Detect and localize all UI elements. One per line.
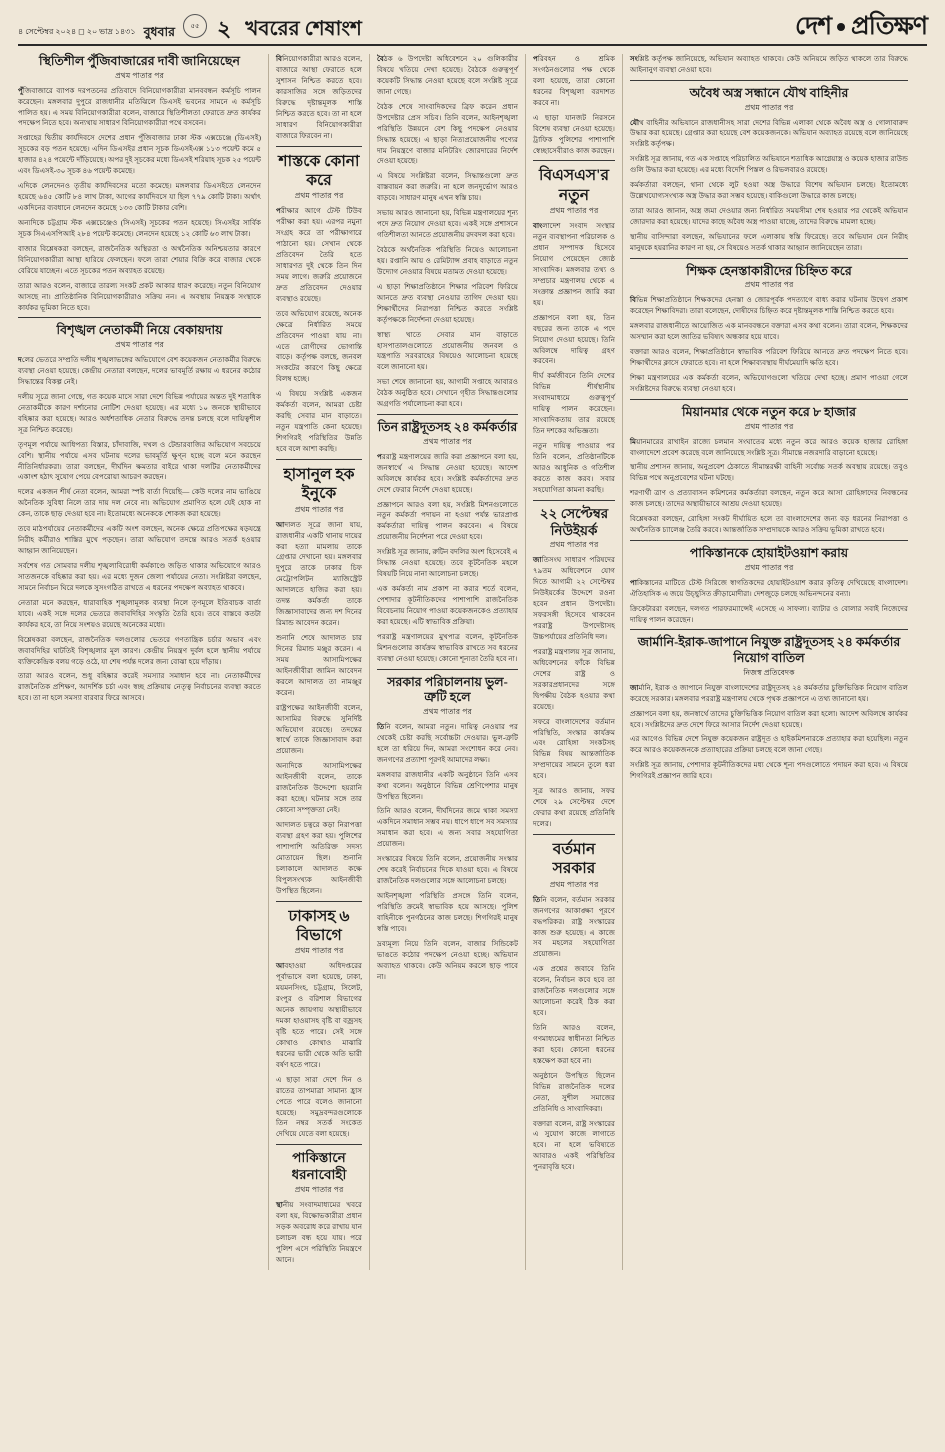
article-paragraph: এ ছাড়া শিক্ষাপ্রতিষ্ঠানে শিক্ষার পরিবেশ ফিরিয়ে আনতে দ্রুত ব্যবস্থা নেওয়ার তাগিদ দেওয়া হয়। শিক্ষার্থীদের নিরাপত্তা নিশ্চিত করতে সংশ্লিষ্ট কর্তৃপক্ষকে নির্দেশনা দেওয়া হয়েছে।	[377, 282, 518, 324]
article-paragraph: সভা শেষে জানানো হয়, আগামী সপ্তাহে আবারও বৈঠক অনুষ্ঠিত হবে। সেখানে গৃহীত সিদ্ধান্তগুলোর অগ্রগতি পর্যালোচনা করা হবে।	[377, 378, 518, 409]
article-paragraph: মিয়ানমারের রাখাইন রাজ্যে চলমান সংঘাতের মধ্যে নতুন করে আরও কয়েক হাজার রোহিঙ্গা বাংলাদেশে প্রবেশ করেছে বলে জানিয়েছে সংশ্লিষ্ট সূত্র। সীমান্তে নজরদারি বাড়ানো হয়েছে।	[630, 437, 908, 457]
article-paragraph: স্থানীয় প্রশাসন জানায়, অনুপ্রবেশ ঠেকাতে সীমান্তরক্ষী বাহিনী সর্বোচ্চ সতর্ক অবস্থায় রয়েছে। তবুও বিভিন্ন পথে অনুপ্রবেশের ঘটনা ঘটছে।	[630, 463, 908, 483]
article-divider	[377, 414, 518, 415]
article-paragraph: পরীক্ষার আগে টেস্ট টিউব পরীক্ষা করা হয়। এরপর নমুনা সংগ্রহ করে তা পরীক্ষাগারে পাঠানো হয়। সেখান থেকে প্রতিবেদন তৈরি হতে সাধারণত দুই থেকে তিন দিন সময় লাগে। জরুরি প্রয়োজনে দ্রুত প্রতিবেদন দেওয়ার ব্যবস্থাও রয়েছে।	[276, 207, 362, 303]
article-paragraph: পরিবহন ও শ্রমিক সংগঠনগুলোর পক্ষ থেকে বলা হয়েছে, তারা কোনো ধরনের বিশৃঙ্খলা বরদাশত করবে না।	[533, 55, 615, 107]
article-headline[interactable]: তিন রাষ্ট্রদূতসহ ২৪ কর্মকর্তার	[377, 420, 518, 435]
article-paragraph: সভায় আরও জানানো হয়, বিভিন্ন মন্ত্রণালয়ের শূন্য পদে দ্রুত নিয়োগ দেওয়া হবে। একই সঙ্গে প্রশাসনে গতিশীলতা আনতে প্রয়োজনীয় রদবদল করা হবে।	[377, 209, 518, 240]
article-paragraph: সূত্র আরও জানায়, সফর শেষে ২৯ সেপ্টেম্বর দেশে ফেরার কথা রয়েছে প্রতিনিধি দলের।	[533, 787, 615, 828]
article-paragraph: বিভিন্ন শিক্ষাপ্রতিষ্ঠানে শিক্ষকদের হেনস্তা ও জোরপূর্বক পদত্যাগে বাধ্য করার ঘটনায় উদ্বেগ প্রকাশ করেছেন শিক্ষাবিদরা। তারা বলেছেন, দোষীদের চিহ্নিত করে দৃষ্টান্তমূলক শাস্তি নিশ্চিত করতে হবে।	[630, 296, 908, 316]
article-paragraph: সংশ্লিষ্ট সূত্র জানায়, রুটিন বদলির অংশ হিসেবেই এ সিদ্ধান্ত নেওয়া হয়েছে। তবে কূটনৈতিক মহলে বিষয়টি নিয়ে নানা আলোচনা চলছে।	[377, 548, 518, 579]
article-paragraph: তবে অভিযোগ রয়েছে, অনেক ক্ষেত্রে নির্ধারিত সময়ে প্রতিবেদন পাওয়া যায় না। এতে রোগীদের ভোগান্তি বাড়ে। কর্তৃপক্ষ বলছে, জনবল সংকটের কারণে কিছু ক্ষেত্রে বিলম্ব হচ্ছে।	[276, 309, 362, 384]
article	[18, 54, 261, 313]
article-byline: প্রথম পাতার পর	[549, 206, 599, 216]
article-paragraph: সংশ্লিষ্ট সূত্র জানায়, পেশাদার কূটনীতিকদের মধ্য থেকে শূন্য পদগুলোতে পদায়ন করা হবে। এ বিষয়ে শিগগিরই প্রজ্ঞাপন জারি হবে।	[630, 761, 908, 781]
article-paragraph: বক্তারা আরও বলেন, শিক্ষাপ্রতিষ্ঠানে স্বাভাবিক পরিবেশ ফিরিয়ে আনতে দ্রুত পদক্ষেপ নিতে হবে। শিক্ষার্থীদের ক্লাসে ফেরাতে হবে। না হলে শিক্ষাব্যবস্থায় দীর্ঘমেয়াদি ক্ষতি হবে।	[630, 348, 908, 368]
article	[630, 399, 908, 536]
article-divider	[630, 80, 908, 81]
article-byline: প্রথম পাতার পর	[549, 879, 599, 889]
article-byline: প্রথম পাতার পর	[294, 504, 344, 514]
article-paragraph: সর্বশেষ গত সোমবার দলীয় শৃঙ্খলাবিরোধী কর্মকাণ্ডে জড়িত থাকার অভিযোগে আরও সাতজনকে বহিষ্কার করা হয়। এর মধ্যে দুজন জেলা পর্যায়ের নেতা। সংশ্লিষ্টরা বলছেন, সামনে নির্বাচন ঘিরে দলকে সুসংগঠিত রাখতে এ ধরনের পদক্ষেপ অব্যাহত থাকবে।	[18, 562, 261, 592]
article-paragraph: দ্রব্যমূল্য নিয়ে তিনি বলেন, বাজার সিন্ডিকেট ভাঙতে কঠোর পদক্ষেপ নেওয়া হচ্ছে। অভিযান অব্যাহত থাকবে। কেউ অনিয়ম করলে ছাড় পাবে না।	[377, 939, 518, 981]
article	[377, 414, 518, 665]
article-paragraph: শরণার্থী ত্রাণ ও প্রত্যাবাসন কমিশনের কর্মকর্তারা বলছেন, নতুন করে আসা রোহিঙ্গাদের নিবন্ধনের কাজ চলছে। তাদের অস্থায়ীভাবে আশ্রয় দেওয়া হয়েছে।	[630, 489, 908, 509]
article-paragraph: বিশ্লেষকরা বলছেন, রোহিঙ্গা সংকট দীর্ঘায়িত হলে তা বাংলাদেশের জন্য বড় ধরনের নিরাপত্তা ও অর্থনৈতিক চ্যালেঞ্জ তৈরি করবে। আন্তর্জাতিক সম্প্রদায়কে আরও সক্রিয় ভূমিকা রাখতে হবে।	[630, 515, 908, 535]
article-headline[interactable]: অবৈধ অস্ত্র সন্ধানে যৌথ বাহিনীর	[689, 85, 849, 100]
article-paragraph: এর আগেও বিভিন্ন দেশে নিযুক্ত কয়েকজন রাষ্ট্রদূত ও হাইকমিশনারকে প্রত্যাহার করা হয়েছিল। নতুন করে আরও কয়েকজনকে প্রত্যাহারের প্রক্রিয়া চলছে বলে জানা গেছে।	[630, 735, 908, 755]
article-paragraph: প্রজ্ঞাপনে বলা হয়, জনস্বার্থে তাদের চুক্তিভিত্তিক নিয়োগ বাতিল করা হলো। আদেশ অবিলম্বে কার্যকর হবে। সংশ্লিষ্টদের দ্রুত দেশে ফিরে আসার নির্দেশ দেওয়া হয়েছে।	[630, 709, 908, 729]
article-divider	[18, 317, 261, 318]
article-paragraph: বিনিয়োগকারীরা আরও বলেন, বাজারে আস্থা ফেরাতে হলে সুশাসন নিশ্চিত করতে হবে। কারসাজির সঙ্গে জড়িতদের বিরুদ্ধে দৃষ্টান্তমূলক শাস্তি নিশ্চিত করতে হবে। তা না হলে সাধারণ বিনিয়োগকারীরা বাজারে ফিরবেন না।	[276, 55, 362, 140]
article-paragraph: প্রজ্ঞাপনে আরও বলা হয়, সংশ্লিষ্ট মিশনগুলোতে নতুন কর্মকর্তা পদায়ন না হওয়া পর্যন্ত ভারপ্রাপ্ত কর্মকর্তারা দায়িত্ব পালন করবেন। এ বিষয়ে প্রয়োজনীয় নির্দেশনা পরে দেওয়া হবে।	[377, 500, 518, 542]
article	[630, 54, 908, 76]
article-divider	[630, 629, 908, 630]
article	[18, 317, 261, 704]
article	[276, 901, 362, 1141]
article-paragraph: এক কর্মকর্তা নাম প্রকাশ না করার শর্তে বলেন, পেশাদার কূটনীতিকদের পাশাপাশি রাজনৈতিক বিবেচনায় নিয়োগ পাওয়া কয়েকজনকেও প্রত্যাহার করা হয়েছে। এটি স্বাভাবিক প্রক্রিয়া।	[377, 585, 518, 626]
article-divider	[630, 540, 908, 541]
article	[276, 1144, 362, 1265]
article-paragraph: জাতিসংঘ সাধারণ পরিষদের ৭৯তম অধিবেশনে যোগ দিতে আগামী ২২ সেপ্টেম্বর নিউইয়র্কের উদ্দেশে রওনা হবেন প্রধান উপদেষ্টা। সফরসঙ্গী হিসেবে থাকবেন পররাষ্ট্র উপদেষ্টাসহ উচ্চপর্যায়ের প্রতিনিধি দল।	[533, 556, 615, 641]
article-paragraph: আইনশৃঙ্খলা পরিস্থিতি প্রসঙ্গে তিনি বলেন, পরিস্থিতি ক্রমেই স্বাভাবিক হয়ে আসছে। পুলিশ বাহিনীকে পুনর্গঠনের কাজ চলছে। শিগগিরই মানুষ স্বস্তি পাবে।	[377, 892, 518, 933]
article-paragraph: আদালত সূত্রে জানা যায়, রাজধানীর একটি থানায় দায়ের করা হত্যা মামলায় তাকে গ্রেপ্তার দেখানো হয়। মঙ্গলবার দুপুরে তাকে ঢাকার চিফ মেট্রোপলিটন ম্যাজিস্ট্রেট আদালতে হাজির করা হয়। তদন্ত কর্মকর্তা তাকে জিজ্ঞাসাবাদের জন্য দশ দিনের রিমান্ড আবেদন করেন।	[276, 520, 362, 628]
article-paragraph: বাংলাদেশ সংবাদ সংস্থার নতুন ব্যবস্থাপনা পরিচালক ও প্রধান সম্পাদক হিসেবে নিয়োগ পেয়েছেন জ্যেষ্ঠ সাংবাদিক। মঙ্গলবার তথ্য ও সম্প্রচার মন্ত্রণালয় থেকে এ সংক্রান্ত প্রজ্ঞাপন জারি করা হয়।	[533, 222, 615, 307]
article-paragraph: এক প্রশ্নের জবাবে তিনি বলেন, নির্বাচন কবে হবে তা রাজনৈতিক দলগুলোর সঙ্গে আলোচনা করেই ঠিক করা হবে।	[533, 965, 615, 1018]
article-byline: প্রথম পাতার পর	[423, 706, 472, 716]
article-paragraph: সপ্তাহের দ্বিতীয় কার্যদিবসে দেশের প্রধান পুঁজিবাজার ঢাকা স্টক এক্সচেঞ্জে (ডিএসই) সূচকের বড় পতন হয়েছে। এদিন ডিএসইর প্রধান সূচক ডিএসইএক্স ১১৩ পয়েন্ট কমে ৫ হাজার ৪২৪ পয়েন্টে দাঁড়িয়েছে। অপর দুই সূচকের মধ্যে ডিএসই শরিয়াহ সূচক ২৫ পয়েন্ট এবং ডিএসই-৩০ সূচক ৪৬ পয়েন্ট কমেছে।	[18, 134, 261, 176]
article-divider	[276, 1144, 362, 1145]
page-number: ২	[216, 16, 232, 41]
article-divider	[630, 258, 908, 259]
article-paragraph: পাকিস্তানের মাটিতে টেস্ট সিরিজে স্বাগতিকদের হোয়াইটওয়াশ করার কৃতিত্ব দেখিয়েছে বাংলাদেশ। ঐতিহাসিক এ জয়ে উচ্ছ্বসিত ক্রীড়ামোদীরা। দেশজুড়ে চলছে অভিনন্দনের বন্যা।	[630, 578, 908, 598]
article-paragraph: দলের একজন শীর্ষ নেতা বলেন, আমরা স্পষ্ট বার্তা দিয়েছি— কেউ দলের নাম ভাঙিয়ে অনৈতিক সুবিধা নিলে তার দায় দল নেবে না। অভিযোগ প্রমাণিত হলে যেই হোক না কেন, তাকে ছাড় দেওয়া হবে না। ইতোমধ্যে অনেককে শোকজ করা হয়েছে।	[18, 488, 261, 519]
article-paragraph: স্থানীয় বাসিন্দারা বলছেন, অভিযানের ফলে এলাকায় স্বস্তি ফিরেছে। তবে অভিযান যেন নিরীহ মানুষকে হয়রানির কারণ না হয়, সে বিষয়েও সতর্ক থাকার আহ্বান জানিয়েছেন তারা।	[630, 232, 908, 252]
article-divider	[276, 459, 362, 460]
article-paragraph: যৌথ বাহিনীর অভিযানে রাজধানীসহ সারা দেশের বিভিন্ন এলাকা থেকে অবৈধ অস্ত্র ও গোলাবারুদ উদ্ধার করা হয়েছে। গ্রেপ্তার করা হয়েছে বেশ কয়েকজনকে। অভিযান অব্যাহত রয়েছে বলে জানিয়েছে সংশ্লিষ্ট কর্তৃপক্ষ।	[630, 118, 908, 149]
article-paragraph: সংস্কারের বিষয়ে তিনি বলেন, প্রয়োজনীয় সংস্কার শেষ করেই নির্বাচনের দিকে যাওয়া হবে। এ বিষয়ে রাজনৈতিক দলগুলোর সঙ্গে আলোচনা চলছে।	[377, 855, 518, 886]
col-2	[269, 54, 369, 1270]
article	[533, 834, 615, 1173]
article-headline[interactable]: বিএসএস'র নতুন	[539, 167, 609, 204]
article-headline[interactable]: স্থিতিশীল পুঁজিবাজারের দাবী জানিয়েছেন	[39, 54, 240, 68]
article-paragraph: তারা আরও বলেন, শুধু বহিষ্কার করেই সমস্যার সমাধান হবে না। নেতাকর্মীদের রাজনৈতিক প্রশিক্ষণ, আদর্শিক চর্চা এবং স্বচ্ছ প্রক্রিয়ায় নেতৃত্ব নির্বাচনের ব্যবস্থা করতে হবে। তা না হলে সমস্যা বারবার ফিরে আসবে।	[18, 672, 261, 703]
article	[276, 146, 362, 455]
col-3	[370, 54, 525, 1270]
article-divider	[276, 146, 362, 147]
article-paragraph: অন্যদিকে আসামিপক্ষের আইনজীবী বলেন, তাকে রাজনৈতিক উদ্দেশ্যে হয়রানি করা হচ্ছে। ঘটনার সঙ্গে তার কোনো সম্পৃক্ততা নেই।	[276, 762, 362, 815]
article-paragraph: আদালত চত্বরে কড়া নিরাপত্তা ব্যবস্থা গ্রহণ করা হয়। পুলিশের পাশাপাশি অতিরিক্ত সদস্য মোতায়েন ছিল। শুনানি চলাকালে আদালত কক্ষে বিপুলসংখ্যক আইনজীবী উপস্থিত ছিলেন।	[276, 821, 362, 895]
article-paragraph: ক্রিকেটাররা বলছেন, দলগত পারফরম্যান্সেই এসেছে এ সাফল্য। ব্যাটার ও বোলার সবাই নিজেদের দায়িত্ব পালন করেছেন।	[630, 604, 908, 624]
article-paragraph: বক্তারা বলেন, রাষ্ট্র সংস্কারের এ সুযোগ কাজে লাগাতে হবে। না হলে ভবিষ্যতে আবারও একই পরিস্থিতির পুনরাবৃত্তি হবে।	[533, 1119, 615, 1172]
article	[276, 54, 362, 142]
article-paragraph: প্রজ্ঞাপনে বলা হয়, তিন বছরের জন্য তাকে এ পদে নিয়োগ দেওয়া হয়েছে। তিনি অবিলম্বে দায়িত্ব গ্রহণ করবেন।	[533, 313, 615, 366]
article-headline[interactable]: ২২ সেপ্টেম্বর নিউইয়র্ক	[539, 505, 609, 538]
article-paragraph: কর্মকর্তারা বলছেন, থানা থেকে লুট হওয়া অস্ত্র উদ্ধারে বিশেষ অভিযান চলছে। ইতোমধ্যে উল্লেখযোগ্যসংখ্যক অস্ত্র উদ্ধার করা সম্ভব হয়েছে। বাকিগুলো উদ্ধারে কাজ চলছে।	[630, 181, 908, 201]
article-paragraph: পুঁজিবাজারে ব্যাপক দরপতনের প্রতিবাদে বিনিয়োগকারীরা মানববন্ধন কর্মসূচি পালন করেছেন। মঙ্গলবার দুপুরে রাজধানীর মতিঝিলে ডিএসই ভবনের সামনে এ কর্মসূচি পালিত হয়। এ সময় বিনিয়োগকারীরা বলেন, বাজারে স্থিতিশীলতা ফেরাতে দ্রুত কার্যকর পদক্ষেপ নিতে হবে। অন্যথায় সাধারণ বিনিয়োগকারীরা পথে বসবেন।	[18, 86, 261, 128]
article-paragraph: সংশ্লিষ্ট কর্তৃপক্ষ জানিয়েছে, অভিযান অব্যাহত থাকবে। কেউ অনিয়মে জড়িত থাকলে তার বিরুদ্ধে আইনানুগ ব্যবস্থা নেওয়া হবে।	[630, 55, 908, 74]
article-byline: প্রথম পাতার পর	[294, 946, 344, 956]
article	[377, 669, 518, 983]
article-paragraph: তারা আরও জানান, অস্ত্র জমা দেওয়ার জন্য নির্ধারিত সময়সীমা শেষ হওয়ার পর থেকেই অভিযান জোরদার করা হয়েছে। যাদের কাছে অবৈধ অস্ত্র পাওয়া যাচ্ছে, তাদের বিরুদ্ধে মামলা হচ্ছে।	[630, 207, 908, 226]
article	[630, 629, 908, 782]
article-paragraph: নতুন দায়িত্ব পাওয়ার পর তিনি বলেন, প্রতিষ্ঠানটিকে আরও আধুনিক ও গতিশীল করতে কাজ করব। সবার সহযোগিতা কামনা করছি।	[533, 442, 615, 494]
article-byline: প্রথম পাতার পর	[115, 340, 164, 350]
article-paragraph: পররাষ্ট্র মন্ত্রণালয়ের মুখপাত্র বলেন, কূটনৈতিক মিশনগুলোর কার্যক্রম স্বাভাবিক রাখতে সব ধরনের ব্যবস্থা নেওয়া হয়েছে। কোনো শূন্যতা তৈরি হবে না।	[377, 632, 518, 663]
article-divider	[276, 901, 362, 902]
article-paragraph: মঙ্গলবার রাজধানীতে আয়োজিত এক মানববন্ধনে বক্তারা এসব কথা বলেন। তারা বলেন, শিক্ষকদের অসম্মান করা হলে জাতির ভবিষ্যৎ অন্ধকার হয়ে যাবে।	[630, 322, 908, 342]
article-paragraph: জার্মানি, ইরাক ও জাপানে নিযুক্ত বাংলাদেশের রাষ্ট্রদূতসহ ২৪ কর্মকর্তার চুক্তিভিত্তিক নিয়োগ বাতিল করেছে সরকার। মঙ্গলবার পররাষ্ট্র মন্ত্রণালয় থেকে পৃথক প্রজ্ঞাপনে এ তথ্য জানানো হয়।	[630, 683, 908, 703]
article-paragraph: মঙ্গলবার রাজধানীর একটি অনুষ্ঠানে তিনি এসব কথা বলেন। অনুষ্ঠানে বিভিন্ন শ্রেণিপেশার মানুষ উপস্থিত ছিলেন।	[377, 770, 518, 801]
article-paragraph: এ বিষয়ে সংশ্লিষ্টরা বলেন, সিদ্ধান্তগুলো দ্রুত বাস্তবায়ন করা জরুরি। না হলে জনদুর্ভোগ আরও বাড়বে। সাধারণ মানুষ এখন স্বস্তি চায়।	[377, 172, 518, 203]
article-paragraph: আবহাওয়া অধিদপ্তরের পূর্বাভাসে বলা হয়েছে, ঢাকা, ময়মনসিংহ, চট্টগ্রাম, সিলেট, রংপুর ও বরিশাল বিভাগের অনেক জায়গায় অস্থায়ীভাবে দমকা হাওয়াসহ বৃষ্টি বা বজ্রসহ বৃষ্টি হতে পারে। সেই সঙ্গে কোথাও কোথাও মাঝারি ধরনের ভারী থেকে অতি ভারী বর্ষণ হতে পারে।	[276, 962, 362, 1069]
article-byline: প্রথম পাতার পর	[744, 102, 794, 112]
seal-icon: ৫৫	[183, 14, 207, 38]
article-paragraph: শুনানি শেষে আদালত চার দিনের রিমান্ড মঞ্জুর করেন। এ সময় আসামিপক্ষের আইনজীবীরা জামিন আবেদন করলে আদালত তা নামঞ্জুর করেন।	[276, 634, 362, 697]
article-paragraph: এ ছাড়া যানজট নিরসনে বিশেষ ব্যবস্থা নেওয়া হয়েছে। ট্রাফিক পুলিশের পাশাপাশি স্বেচ্ছাসেবীরাও কাজ করছেন।	[533, 113, 615, 155]
article-divider	[377, 669, 518, 670]
article-paragraph: অন্যদিকে চট্টগ্রাম স্টক এক্সচেঞ্জেও (সিএসই) সূচকের পতন হয়েছে। সিএসইর সার্বিক সূচক সিএএসপিআই ২৮৪ পয়েন্ট কমেছে। লেনদেন হয়েছে ১২ কোটি ৬৩ লাখ টাকা।	[18, 218, 261, 238]
article-paragraph: তিনি আরও বলেন, দীর্ঘদিনের জমে থাকা সমস্যা একদিনে সমাধান সম্ভব নয়। ধাপে ধাপে সব সমস্যার সমাধান করা হবে। এ জন্য সবার সহযোগিতা প্রয়োজন।	[377, 807, 518, 849]
article-paragraph: বৈঠকে অর্থনৈতিক পরিস্থিতি নিয়েও আলোচনা হয়। রপ্তানি আয় ও রেমিট্যান্স প্রবাহ বাড়াতে নতুন উদ্যোগ নেওয়ার বিষয়ে মতামত দেওয়া হয়েছে।	[377, 246, 518, 276]
article-byline: নিজস্ব প্রতিবেদক	[743, 667, 795, 677]
article-headline[interactable]: হাসানুল হক ইনুকে	[283, 465, 355, 503]
col-5	[623, 54, 908, 1270]
article-paragraph: এ ছাড়া সারা দেশে দিন ও রাতের তাপমাত্রা সামান্য হ্রাস পেতে পারে বলেও জানানো হয়েছে। সমুদ্রবন্দরগুলোকে তিন নম্বর সতর্ক সংকেত দেখিয়ে যেতে বলা হয়েছে।	[276, 1075, 362, 1139]
article-paragraph: এ বিষয়ে সংশ্লিষ্ট একজন কর্মকর্তা বলেন, আমরা চেষ্টা করছি সেবার মান বাড়াতে। নতুন যন্ত্রপাতি কেনা হয়েছে। শিগগিরই পরিস্থিতির উন্নতি হবে বলে আশা করছি।	[276, 390, 362, 453]
article-byline: প্রথম পাতার পর	[294, 191, 344, 201]
article-byline: প্রথম পাতার পর	[744, 421, 794, 431]
article-paragraph: তারা আরও বলেন, বাজারে তারল্য সংকট প্রকট আকার ধারণ করেছে। নতুন বিনিয়োগ আসছে না। প্রাতিষ্ঠানিক বিনিয়োগকারীরাও সক্রিয় নন। এ অবস্থায় নিয়ন্ত্রক সংস্থাকে কার্যকর ভূমিকা নিতে হবে।	[18, 281, 261, 312]
article-paragraph: দলীয় সূত্রে জানা গেছে, গত কয়েক মাসে সারা দেশে বিভিন্ন পর্যায়ের অন্তত দুই শতাধিক নেতাকর্মীকে কারণ দর্শানোর নোটিশ দেওয়া হয়েছে। এর মধ্যে ১০ জনকে স্থায়ীভাবে বহিষ্কার করা হয়েছে। আরও অর্ধশতাধিক নেতার বিরুদ্ধে তদন্ত চলছে বলে দায়িত্বশীল সূত্র নিশ্চিত করেছে।	[18, 392, 261, 434]
article-paragraph: তিনি আরও বলেন, গণমাধ্যমের স্বাধীনতা নিশ্চিত করা হবে। কোনো ধরনের হস্তক্ষেপ করা হবে না।	[533, 1024, 615, 1065]
article-columns	[18, 54, 927, 1270]
article	[276, 459, 362, 897]
article-byline: প্রথম পাতার পর	[115, 70, 164, 80]
article-paragraph: অনুষ্ঠানে উপস্থিত ছিলেন বিভিন্ন রাজনৈতিক দলের নেতা, সুশীল সমাজের প্রতিনিধি ও সাংবাদিকরা।	[533, 1071, 615, 1113]
article-paragraph: শিক্ষা মন্ত্রণালয়ের এক কর্মকর্তা বলেন, অভিযোগগুলো খতিয়ে দেখা হচ্ছে। প্রমাণ পাওয়া গেলে সংশ্লিষ্টদের বিরুদ্ধে ব্যবস্থা নেওয়া হবে।	[630, 374, 908, 393]
article	[533, 160, 615, 495]
article-paragraph: সংশ্লিষ্ট সূত্র জানায়, গত এক সপ্তাহে পরিচালিত অভিযানে শতাধিক আগ্নেয়াস্ত্র ও কয়েক হাজার রাউন্ড গুলি উদ্ধার করা হয়েছে। এর মধ্যে বিদেশি পিস্তল ও রিভলবারও রয়েছে।	[630, 155, 908, 175]
article-paragraph: নেতারা মনে করছেন, ধারাবাহিক শৃঙ্খলামূলক ব্যবস্থা নিলে তৃণমূলে ইতিবাচক বার্তা যাবে। একই সঙ্গে দলের ভেতরে জবাবদিহির সংস্কৃতি তৈরি হবে। তবে বাস্তবে কতটা কার্যকর হবে, তা নিয়ে সংশয়ও রয়েছে অনেকের মধ্যে।	[18, 598, 261, 629]
article-paragraph: রাষ্ট্রপক্ষের আইনজীবী বলেন, আসামির বিরুদ্ধে সুনির্দিষ্ট অভিযোগ রয়েছে। তদন্তের স্বার্থে তাকে জিজ্ঞাসাবাদ করা প্রয়োজন।	[276, 703, 362, 756]
article-paragraph: দলের ভেতরে সম্প্রতি দলীয় শৃঙ্খলাভঙ্গের অভিযোগে বেশ কয়েকজন নেতাকর্মীর বিরুদ্ধে ব্যবস্থা নেওয়া হয়েছে। কেন্দ্রীয় নেতারা বলছেন, দলের ভাবমূর্তি রক্ষায় এ ধরনের কঠোর সিদ্ধান্তের বিকল্প নেই।	[18, 356, 261, 386]
dateline: ৪ সেপ্টেম্বর ২০২৪ ◻ ২০ ভাদ্র ১৪৩১	[18, 27, 136, 37]
article-paragraph: বৈঠক শেষে সাংবাদিকদের ব্রিফ করেন প্রধান উপদেষ্টার প্রেস সচিব। তিনি বলেন, আইনশৃঙ্খলা পরিস্থিতি উন্নয়নে বেশ কিছু পদক্ষেপ নেওয়ার সিদ্ধান্ত হয়েছে। এ ছাড়া নিত্যপ্রয়োজনীয় পণ্যের দাম নিয়ন্ত্রণে বাজার মনিটরিং জোরদারের নির্দেশ দেওয়া হয়েছে।	[377, 102, 518, 166]
article	[630, 80, 908, 254]
article-headline[interactable]: শাস্তকে কোনা করে	[278, 152, 360, 189]
article-paragraph: স্বাস্থ্য খাতে সেবার মান বাড়াতে হাসপাতালগুলোতে প্রয়োজনীয় জনবল ও যন্ত্রপাতি সরবরাহের বিষয়েও আলোচনা হয়েছে বলে জানানো হয়।	[377, 330, 518, 372]
article-headline[interactable]: বিশৃঙ্খল নেতাকর্মী নিয়ে বেকায়দায়	[56, 323, 223, 338]
article-divider	[630, 399, 908, 400]
article-divider	[533, 500, 615, 501]
brand-logo[interactable]	[795, 14, 927, 40]
brand-dot-icon	[837, 23, 845, 31]
article-paragraph: পররাষ্ট্র মন্ত্রণালয়ের জারি করা প্রজ্ঞাপনে বলা হয়, জনস্বার্থে এ সিদ্ধান্ত নেওয়া হয়েছে। আদেশ অবিলম্বে কার্যকর হবে। সংশ্লিষ্ট কর্মকর্তাদের দ্রুত দেশে ফেরার নির্দেশ দেওয়া হয়েছে।	[377, 452, 518, 494]
article	[630, 258, 908, 395]
article-paragraph: দীর্ঘ কর্মজীবনে তিনি দেশের বিভিন্ন শীর্ষস্থানীয় সংবাদমাধ্যমে গুরুত্বপূর্ণ দায়িত্ব পালন করেছেন। সাংবাদিকতায় তার রয়েছে তিন দশকের অভিজ্ঞতা।	[533, 372, 615, 436]
article-paragraph: সফরে বাংলাদেশের বর্তমান পরিস্থিতি, সংস্কার কার্যক্রম এবং রোহিঙ্গা সংকটসহ বিভিন্ন বিষয় আন্তর্জাতিক সম্প্রদায়ের সামনে তুলে ধরা হবে।	[533, 717, 615, 781]
article-paragraph: তৃণমূল পর্যায়ে আধিপত্য বিস্তার, চাঁদাবাজি, দখল ও টেন্ডারবাজির অভিযোগ সবচেয়ে বেশি। স্থানীয় পর্যায়ে এসব ঘটনায় দলের ভাবমূর্তি ক্ষুণ্ন হচ্ছে বলে মনে করছেন নীতিনির্ধারকরা। তারা বলছেন, দীর্ঘদিন ক্ষমতার বাইরে থাকা দলটির নেতাকর্মীদের একাংশ হঠাৎ সুযোগ পেয়ে বেপরোয়া আচরণ করছেন।	[18, 440, 261, 482]
article-byline: প্রথম পাতার পর	[294, 1185, 344, 1195]
article-headline[interactable]: শিক্ষক হেনস্তাকারীদের চিহ্নিত করে	[686, 263, 852, 278]
article-paragraph: বিশ্লেষকরা বলছেন, রাজনৈতিক দলগুলোর ভেতরে গণতান্ত্রিক চর্চার অভাব এবং জবাবদিহির ঘাটতিই বিশৃঙ্খলার মূল কারণ। কেন্দ্রীয় নিয়ন্ত্রণ দুর্বল হলে স্থানীয় পর্যায়ে ব্যক্তিকেন্দ্রিক বলয় গড়ে ওঠে, যা শেষ পর্যন্ত দলের জন্য বোঝা হয়ে দাঁড়ায়।	[18, 635, 261, 666]
article-divider	[533, 160, 615, 161]
article	[377, 54, 518, 410]
article-headline[interactable]: ঢাকাসহ ৬ বিভাগে	[288, 907, 350, 944]
brand-right: প্রতিক্ষণ	[851, 13, 927, 40]
article-paragraph: তিনি বলেন, বর্তমান সরকার জনগণের আকাঙ্ক্ষা পূরণে বদ্ধপরিকর। রাষ্ট্র সংস্কারের কাজ শুরু হয়েছে। এ কাজে সব মহলের সহযোগিতা প্রয়োজন।	[533, 895, 615, 959]
weekday: বুধবার	[143, 25, 175, 40]
article	[533, 54, 615, 156]
article-headline[interactable]: পাকিস্তানকে হোয়াইটওয়াশ করায়	[689, 546, 849, 561]
article-paragraph: পররাষ্ট্র মন্ত্রণালয় সূত্র জানায়, অধিবেশনের ফাঁকে বিভিন্ন দেশের রাষ্ট্র ও সরকারপ্রধানদের সঙ্গে দ্বিপক্ষীয় বৈঠক হওয়ার কথা রয়েছে।	[533, 647, 615, 711]
article-byline: প্রথম পাতার পর	[423, 436, 472, 446]
col-4	[526, 54, 622, 1270]
article-divider	[533, 834, 615, 835]
section-title: খবরের শেষাংশ	[245, 18, 362, 40]
article	[533, 500, 615, 830]
article	[630, 540, 908, 625]
article-headline[interactable]: বর্তমান সরকার	[552, 840, 596, 878]
masthead-left	[18, 14, 362, 40]
article-headline[interactable]: পাকিস্তানে ধরনাবোহী	[291, 1150, 347, 1183]
brand-left: দেশ	[794, 13, 832, 40]
article-byline: প্রথম পাতার পর	[744, 280, 794, 290]
article-byline: প্রথম পাতার পর	[549, 540, 599, 550]
article-paragraph: স্থানীয় সংবাদমাধ্যমের খবরে বলা হয়, বিক্ষোভকারীরা প্রধান সড়ক অবরোধ করে রাখায় যান চলাচল বন্ধ হয়ে যায়। পরে পুলিশ এসে পরিস্থিতি নিয়ন্ত্রণে আনে।	[276, 1201, 362, 1264]
article-headline[interactable]: জার্মানি-ইরাক-জাপানে নিযুক্ত রাষ্ট্রদূতসহ ২৪ কর্মকর্তার নিয়োগ বাতিল	[637, 635, 901, 666]
masthead	[18, 14, 927, 46]
article-headline[interactable]: সরকার পরিচালনায় ভুল-ত্রুটি হলে	[387, 674, 508, 705]
article-paragraph: তবে মাঠপর্যায়ের নেতাকর্মীদের একটি অংশ বলছেন, অনেক ক্ষেত্রে প্রতিপক্ষের ষড়যন্ত্রে নিরীহ কর্মীরাও শাস্তির মুখে পড়ছেন। তারা অভিযোগ তদন্তে আরও সতর্ক হওয়ার আহ্বান জানিয়েছেন।	[18, 525, 261, 556]
article-paragraph: এদিকে লেনদেনও তৃতীয় কার্যদিবসের মতো কমেছে। মঙ্গলবার ডিএসইতে লেনদেন হয়েছে ৬৪৫ কোটি ৮৪ লাখ টাকা, আগের কার্যদিবসে যা ছিল ৭৭৯ কোটি টাকা। অর্থাৎ একদিনের ব্যবধানে লেনদেন কমেছে ১৩৩ কোটি টাকার বেশি।	[18, 182, 261, 212]
article-paragraph: বৈঠক ৬ উপদেষ্টা অধিবেশনে ২০ গুলিকারীর বিষয়ে খতিয়ে দেখা হয়েছে। বৈঠকে গুরুত্বপূর্ণ কয়েকটি সিদ্ধান্ত নেওয়া হয়েছে বলে সংশ্লিষ্ট সূত্রে জানা গেছে।	[377, 55, 518, 96]
col-1	[18, 54, 268, 1270]
article-paragraph: বাজার বিশ্লেষকরা বলছেন, রাজনৈতিক অস্থিরতা ও অর্থনৈতিক অনিশ্চয়তার কারণে বিনিয়োগকারীরা আস্থা হারিয়ে ফেলছেন। ফলে তারা শেয়ার বিক্রি করে বাজার থেকে বেরিয়ে যাচ্ছেন। এতে সূচকের পতন অব্যাহত রয়েছে।	[18, 244, 261, 275]
article-headline[interactable]: মিয়ানমার থেকে নতুন করে ৮ হাজার	[682, 404, 856, 419]
article-paragraph: তিনি বলেন, আমরা নতুন। দায়িত্ব নেওয়ার পর থেকেই চেষ্টা করছি সর্বোচ্চটা দেওয়ার। ভুল-ত্রুটি হলে তা ধরিয়ে দিন, আমরা সংশোধন করে নেব। জনগণের প্রত্যাশা পূরণই আমাদের লক্ষ্য।	[377, 722, 518, 764]
article-byline: প্রথম পাতার পর	[744, 562, 794, 572]
